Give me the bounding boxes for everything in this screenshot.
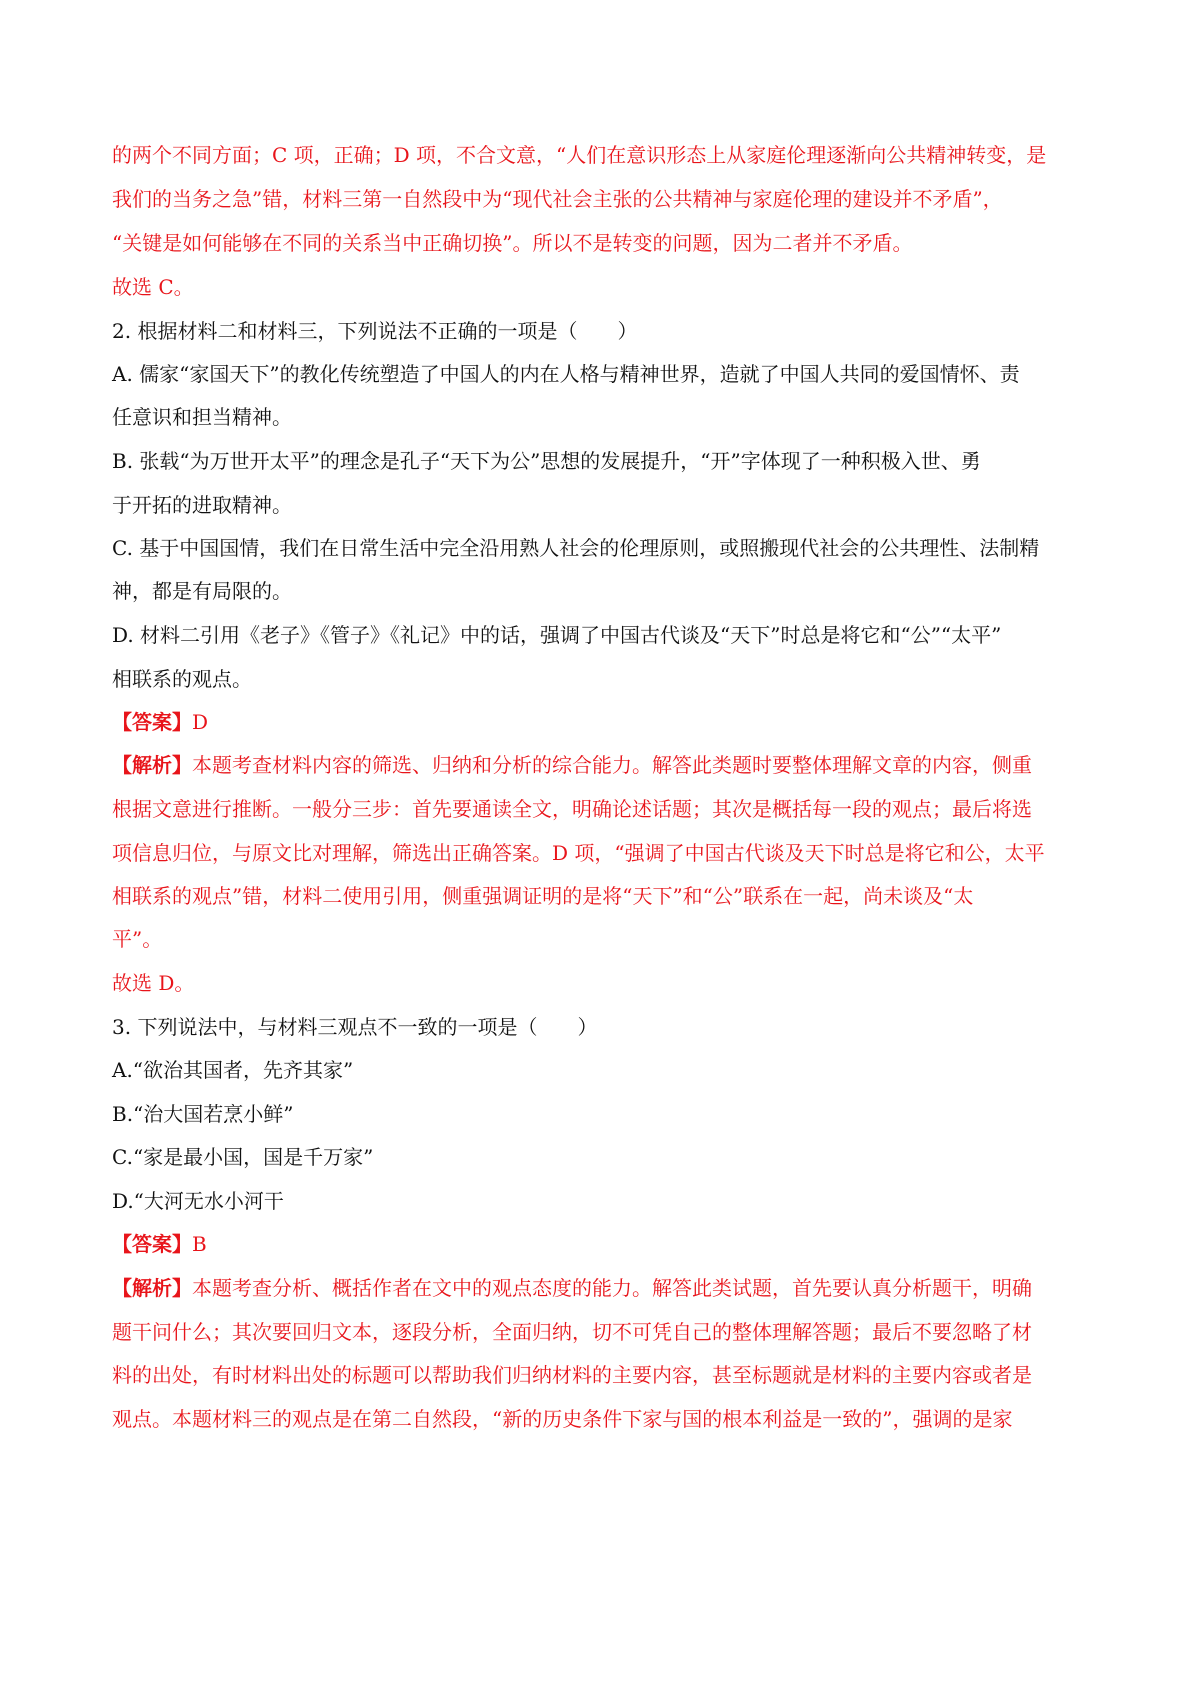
q2-option-d-cont: 相联系的观点。	[112, 667, 252, 691]
q2-analysis-line: 平”。	[112, 927, 163, 951]
analysis-label: 【解析】	[112, 1276, 192, 1300]
q2-option-d: D. 材料二引用《老子》《管子》《礼记》中的话，强调了中国古代谈及“天下”时总是将它和“公”“太平”	[112, 623, 1002, 647]
answer-value: B	[192, 1232, 207, 1256]
q3-option-d: D.“大河无水小河干	[112, 1189, 284, 1213]
q2-option-a-cont: 任意识和担当精神。	[112, 405, 292, 429]
q3-option-a: A.“欲治其国者，先齐其家”	[112, 1058, 354, 1082]
q2-analysis-line	[112, 752, 1032, 778]
q2-option-c: C. 基于中国国情，我们在日常生活中完全沿用熟人社会的伦理原则，或照搬现代社会的公共理性、法制精	[112, 536, 1040, 560]
q3-option-b: B.“治大国若烹小鲜”	[112, 1102, 294, 1126]
q3-answer	[112, 1231, 207, 1257]
q3-option-c: C.“家是最小国，国是千万家”	[112, 1145, 374, 1169]
intro-conclusion: 故选 C。	[112, 275, 194, 299]
q2-analysis-line: 相联系的观点”错，材料二使用引用，侧重强调证明的是将“天下”和“公”联系在一起，尚未谈及“太	[112, 884, 974, 908]
q2-option-b: B. 张载“为万世开太平”的理念是孔子“天下为公”思想的发展提升，“开”字体现了一种积极入世、勇	[112, 449, 981, 473]
q3-analysis-line: 观点。本题材料三的观点是在第二自然段，“新的历史条件下家与国的根本利益是一致的”，强调的是家	[112, 1407, 1013, 1431]
analysis-text: 本题考查分析、概括作者在文中的观点态度的能力。解答此类试题，首先要认真分析题干，明确	[192, 1276, 1032, 1300]
q2-conclusion: 故选 D。	[112, 971, 195, 995]
q3-analysis-line: 料的出处，有时材料出处的标题可以帮助我们归纳材料的主要内容，甚至标题就是材料的主要内容或者是	[112, 1363, 1032, 1387]
q3-analysis-line: 题干问什么；其次要回归文本，逐段分析，全面归纳，切不可凭自己的整体理解答题；最后不要忽略了材	[112, 1320, 1032, 1344]
answer-label: 【答案】	[112, 710, 192, 734]
q2-stem: 2. 根据材料二和材料三，下列说法不正确的一项是（ ）	[112, 319, 638, 343]
q3-stem: 3. 下列说法中，与材料三观点不一致的一项是（ ）	[112, 1015, 598, 1039]
q2-analysis-line: 根据文意进行推断。一般分三步：首先要通读全文，明确论述话题；其次是概括每一段的观点；最后将选	[112, 797, 1032, 821]
intro-line: 我们的当务之急”错，材料三第一自然段中为“现代社会主张的公共精神与家庭伦理的建设并不矛盾”，	[112, 187, 1003, 211]
q2-option-b-cont: 于开拓的进取精神。	[112, 493, 292, 517]
answer-label: 【答案】	[112, 1232, 192, 1256]
analysis-label: 【解析】	[112, 753, 192, 777]
intro-line: “关键是如何能够在不同的关系当中正确切换”。所以不是转变的问题，因为二者并不矛盾。	[112, 231, 913, 255]
answer-value: D	[192, 710, 209, 734]
q2-option-c-cont: 神，都是有局限的。	[112, 579, 292, 603]
q2-option-a: A. 儒家“家国天下”的教化传统塑造了中国人的内在人格与精神世界，造就了中国人共同的爱国情怀、责	[112, 362, 1020, 386]
q3-analysis-line	[112, 1275, 1032, 1301]
q2-analysis-line: 项信息归位，与原文比对理解，筛选出正确答案。D 项，“强调了中国古代谈及天下时总是将它和公，太平	[112, 841, 1045, 865]
q2-answer	[112, 709, 208, 735]
intro-line: 的两个不同方面；C 项，正确；D 项，不合文意，“人们在意识形态上从家庭伦理逐渐向公共精神转变，是	[112, 143, 1047, 167]
analysis-text: 本题考查材料内容的筛选、归纳和分析的综合能力。解答此类题时要整体理解文章的内容，侧重	[192, 753, 1032, 777]
